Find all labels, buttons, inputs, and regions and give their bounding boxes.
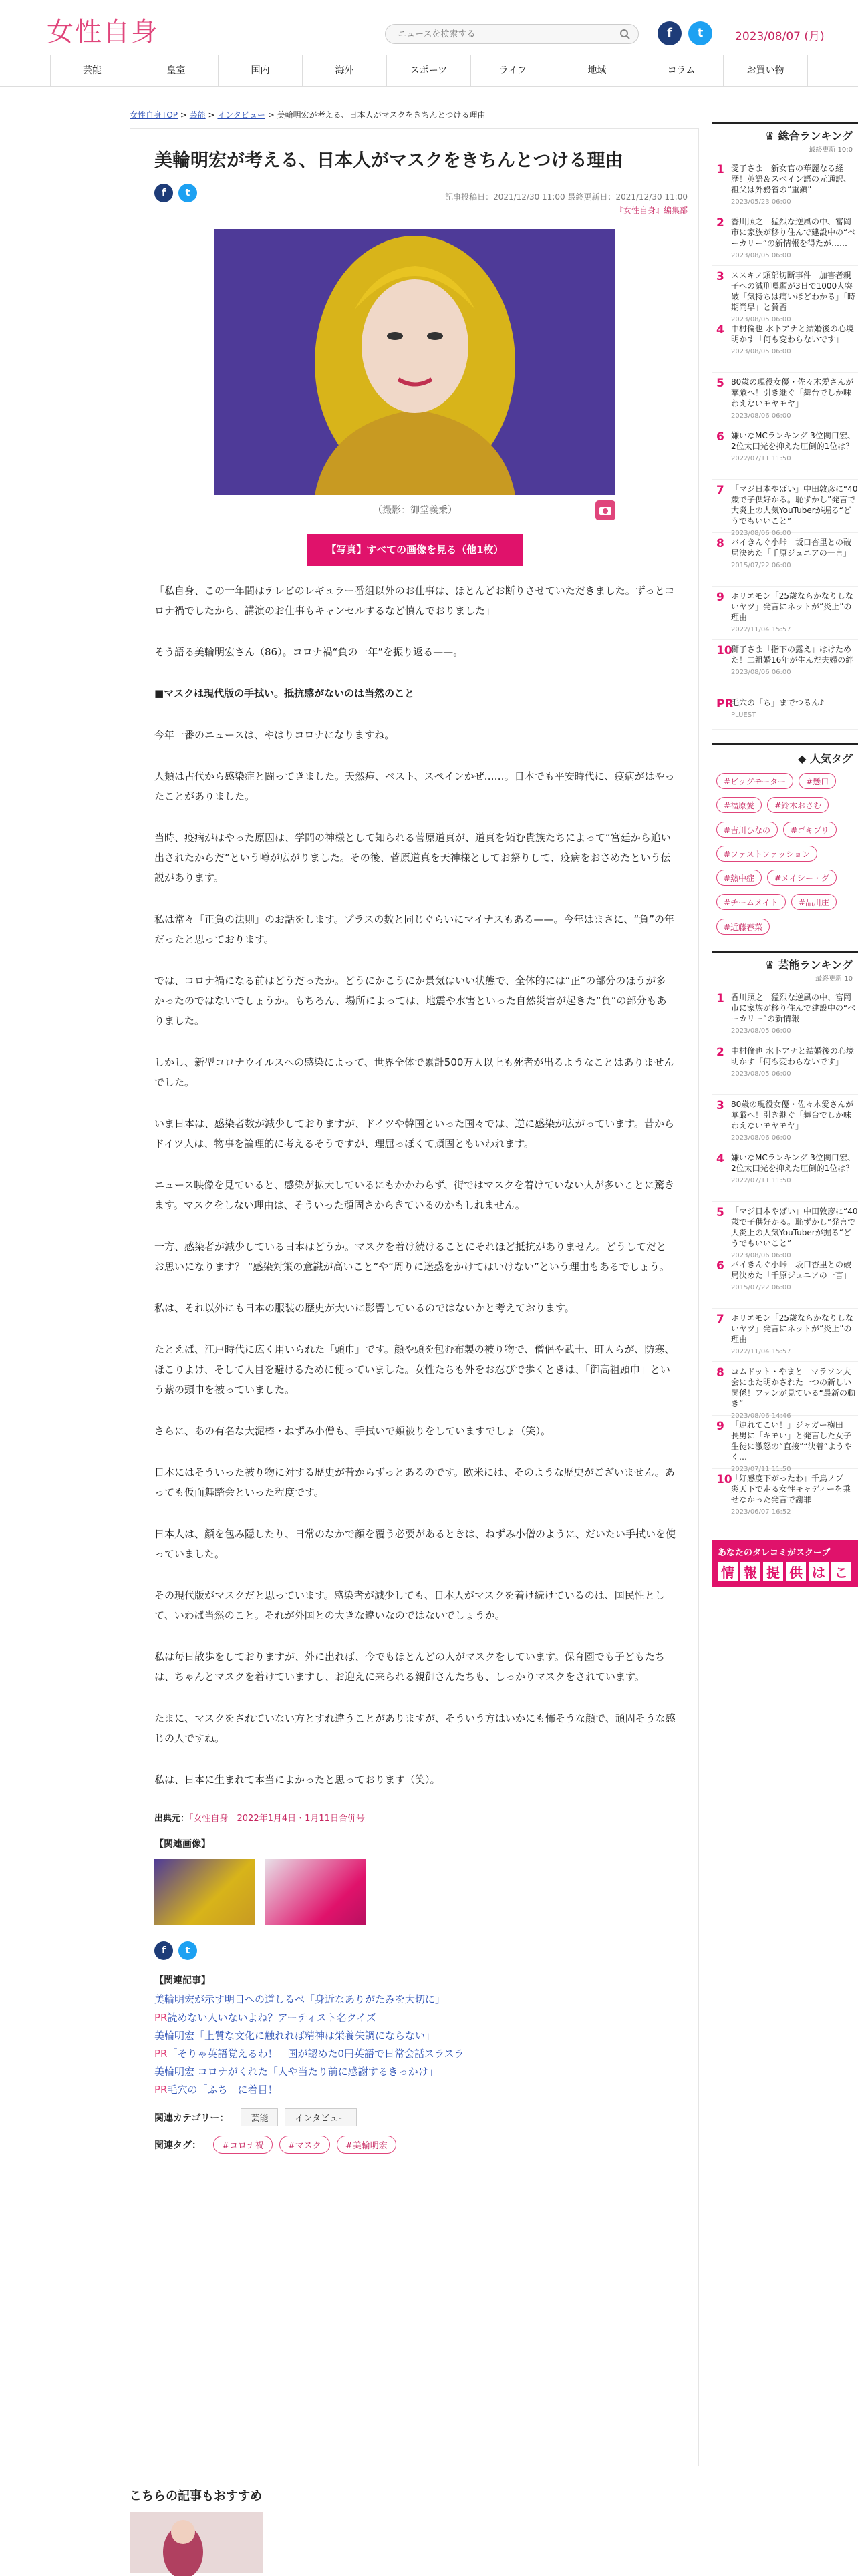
twitter-share-icon[interactable]: t [178,1941,197,1960]
ranking-item-date: 2022/07/11 11:50 [731,455,791,462]
section-heading: ■マスクは現代版の手拭い。抵抗感がないのは当然のこと [154,687,415,699]
related-categories [154,2108,676,2126]
related-article-text: 読めない人いないよね？アーティスト名クイズ [167,2011,376,2024]
ranking-item-title: バイきんぐ小峠 坂口杏里との破局決めた「千原ジュニアの一言」 [731,1260,852,1280]
related-article-link[interactable] [154,2045,676,2063]
related-article-link[interactable] [154,2009,676,2027]
paragraph: そう語る美輪明宏さん（86）。コロナ禍“負の一年”を振り返る——。 [154,646,464,658]
article-main [130,128,699,2466]
geinou-ranking [712,951,858,1522]
overall-ranking [712,122,858,730]
nav-item[interactable]: ライフ [471,55,555,86]
ranking-item-title: 「マジ日本やばい」中田敦彦に“40歳で子供好かる。恥ずかし”発言で大炎上の人気YouTuberが掘る“どうでもいいこと” [731,1206,858,1248]
ranking-item-title: コムドット・やまと マラソン大会にまた明かされた一つの新しい関係！ファンが見ている“最新の動き” [731,1367,855,1408]
ranking-item-date: 2022/11/04 15:57 [731,1348,791,1355]
site-logo[interactable]: 女性自身 [47,17,159,47]
tag-chip[interactable]: #美輪明宏 [337,2136,396,2154]
paragraph: 私は、それ以外にも日本の服装の歴史が大いに影響しているのではないかと考えております。 [154,1302,575,1314]
ranking-number: 1 [716,163,724,176]
ranking-item[interactable] [712,212,858,266]
related-article-link[interactable] [154,2081,676,2099]
portrait-image [214,229,615,495]
paragraph: 日本人は、顔を包み隠したり、日常のなかで顔を覆う必要があるときは、ねずみ小僧のように、だいたい手拭いを使っていました。 [154,1528,676,1560]
ranking-item[interactable] [712,426,858,480]
search-box [385,24,639,44]
ranking-number: 3 [716,270,724,283]
ranking-number: 3 [716,1099,724,1112]
popular-tag[interactable]: #福原愛 [716,797,762,813]
ranking-title [712,957,858,973]
tag-label: 関連タグ： [154,2140,201,2151]
ranking-item-date: 2015/07/22 06:00 [731,1284,791,1291]
paragraph: 今年一番のニュースは、やはりコロナになりますね。 [154,729,395,741]
related-images-heading: 【関連画像】 [154,1839,210,1850]
ranking-item[interactable] [712,1416,858,1473]
ranking-item[interactable] [712,533,858,587]
popular-tag[interactable]: #近藤春菜 [716,919,770,935]
ranking-updated: 最終更新 10:0 [809,146,853,154]
ranking-item[interactable] [712,1095,858,1148]
ranking-item-date: 2022/07/11 11:50 [731,1177,791,1184]
breadcrumb-sep: > [178,110,190,120]
twitter-share-icon[interactable]: t [178,184,197,202]
ranking-item-title: 毛穴の「ち」までつるん♪ [731,698,825,707]
paragraph: 人類は古代から感染症と闘ってきました。天然痘、ペスト、スペインかぜ……。日本でも平安時代に、疫病がはやったことがありました。 [154,770,675,802]
ranking-item-date: PLUEST [731,711,756,719]
facebook-share-icon[interactable]: f [154,184,173,202]
paragraph: 日本にはそういった被り物に対する歴史が昔からずっとあるのです。欧米には、そのような歴史がございません。あっても仮面舞踏会といった程度です。 [154,1466,675,1498]
ranking-number: 9 [716,1420,724,1433]
view-all-photos-button[interactable]: 【写真】すべての画像を見る（他1枚） [307,534,523,566]
paragraph: たとえば、江戸時代に広く用いられた「頭巾」です。顔や頭を包む布製の被り物で、僧侶や武士、町人らが、防寒、ほこりよけ、そして人目を避けるために使っていました。女性たちも外をお忍びで歩くときは、「御高祖頭巾」という紫の頭巾を被っていました。 [154,1343,675,1396]
breadcrumb-cat[interactable]: インタビュー [217,110,265,120]
ranking-item-date: 2022/11/04 15:57 [731,626,791,633]
ranking-item-date: 2023/05/23 06:00 [731,198,791,206]
paragraph: 私は毎日散歩をしておりますが、外に出れば、今でもほとんどの人がマスクをしています。保育園でも子どもたちは、ちゃんとマスクを着けていますし、お迎えに来られる親御さんたちも、しっかりマスクをされています。 [154,1651,665,1683]
nav-item[interactable]: 海外 [303,55,387,86]
breadcrumb-top[interactable]: 女性自身TOP [130,110,178,120]
related-article-text: 美輪明宏「上質な文化に触れれば精神は栄養失調にならない」 [154,2030,436,2042]
ranking-item[interactable] [712,587,858,640]
related-article-text: 美輪明宏 コロナがくれた「人や当たり前に感謝するきっかけ」 [154,2066,438,2078]
ranking-item[interactable] [712,373,858,426]
banner-char: は [809,1562,829,1581]
article-title: 美輪明宏が考える、日本人がマスクをきちんとつける理由 [154,150,623,171]
popular-tag[interactable]: #鈴木おさむ [767,797,829,813]
sidebar [712,122,858,1587]
paragraph: たまに、マスクをされていない方とすれ違うことがありますが、そういう方はいかにも怖そうな顔で、頑固そうな感じの人ですね。 [154,1712,676,1744]
ranking-number: 1 [716,992,724,1005]
recommend-heading: こちらの記事もおすすめ [130,2489,263,2503]
source-link[interactable]: 「女性自身」2022年1月4日・1月11日合併号 [189,1814,365,1824]
ranking-item-date: 2023/07/11 11:50 [731,1466,791,1473]
article-body [154,581,676,2154]
tip-banner[interactable] [712,1540,858,1587]
ranking-item-date: 2023/08/05 06:00 [731,348,791,355]
related-images [154,1859,676,1925]
search-input[interactable] [386,25,606,43]
twitter-icon[interactable]: t [688,21,712,45]
popular-tag[interactable]: #メイシー・グ [767,870,837,886]
breadcrumb [130,109,485,120]
pr-label: PR [716,697,734,711]
nav-item[interactable]: スポーツ [387,55,471,86]
ranking-item-date: 2023/06/07 16:52 [731,1508,791,1516]
ranking-item-title: 80歳の現役女優・佐々木愛さんが華厳へ！引き継ぐ「舞台でしか味わえないモヤモヤ」 [731,1100,854,1130]
ranking-number: 9 [716,591,724,604]
ranking-item-title: 愛子さま 新女官の華麗なる経歴！英語＆スペイン語の元通訳、祖父は外務省の“重鎮” [731,164,852,194]
ranking-item[interactable] [712,988,858,1041]
ranking-item[interactable] [712,319,858,373]
ranking-item-date: 2023/08/06 14:46 [731,1412,791,1420]
ranking-number: 2 [716,216,724,230]
ranking-number: 6 [716,1259,724,1273]
ranking-item-title: 「マジ日本やばい」中田敦彦に“40歳で子供好かる。恥ずかし”発言で大炎上の人気YouTuberが掘る“どうでもいいこと” [731,484,858,526]
ranking-number: 8 [716,537,724,550]
popular-tag[interactable]: #ゴキブリ [783,822,837,838]
ranking-number: 10 [716,1473,732,1486]
facebook-icon[interactable]: f [658,21,682,45]
pr-label: PR [154,2011,168,2024]
paragraph: 私は常々「正負の法則」のお話をします。プラスの数と同じぐらいにマイナスもある——。今年はまさに、“負”の年だったと思っております。 [154,913,674,945]
paragraph: 当時、疫病がはやった原因は、学問の神様として知られる菅原道真が、道真を妬む貴族たちによって“宮廷から追い出されたからだ”という噂が広がりました。その後、菅原道真を天神様としてお祭りして、疫病をおさめたという伝説があります。 [154,832,671,884]
paragraph: その現代版がマスクだと思っています。感染者が減少しても、日本人がマスクを着け続けているのは、国民性として、いわば当然のこと。それが外国との大きな違いなのではないでしょうか。 [154,1589,665,1621]
popular-tag[interactable]: #ファストファッション [716,846,817,862]
ranking-list [712,159,858,693]
tag-icon: ◆ [798,752,810,765]
paragraph: さらに、あの有名な大泥棒・ねずみ小僧も、手拭いで頬被りをしていますでしょ（笑）。 [154,1425,551,1437]
recommend-thumbnail[interactable] [130,2512,263,2573]
tag-chip[interactable]: #コロナ禍 [213,2136,273,2154]
related-article-text: 美輪明宏が示す明日への道しるべ「身近なありがたみを大切に」 [154,1993,446,2005]
ranking-item-title: ホリエモン「25歳ならかなりしないヤツ」発言にネットが“炎上”の理由 [731,591,854,622]
popular-tag[interactable]: #吉川ひなの [716,822,778,838]
source-line [154,1811,676,1824]
related-article-text: 毛穴の「ふち」に着目！ [167,2084,278,2096]
ranking-item-date: 2023/08/05 06:00 [731,252,791,259]
banner-title: あなたのタレコミがスクープ [718,1548,831,1558]
ranking-item-title: ススキノ頭部切断事件 加害者親子への減刑嘆願が3日で1000人突破「気持ちは痛いほどわかる」「時期尚早」と賛否 [731,271,856,312]
ranking-item[interactable] [712,1362,858,1420]
ranking-item-date: 2015/07/22 06:00 [731,562,791,569]
breadcrumb-current: 美輪明宏が考える、日本人がマスクをきちんとつける理由 [277,110,486,120]
category-chip[interactable]: 芸能 [241,2108,278,2126]
main-photo[interactable] [214,229,615,495]
ranking-item[interactable] [712,1255,858,1309]
ranking-item[interactable] [712,1202,858,1259]
ranking-item-title: 嫌いなMCランキング 3位関口宏、2位太田光を抑えた圧倒的1位は？ [731,431,855,451]
banner-char: 情 [718,1562,738,1581]
ranking-number: 7 [716,1313,724,1326]
paragraph: いま日本は、感染者数が減少しておりますが、ドイツや韓国といった国々では、逆に感染が広がっています。昔からドイツ人は、物事を論理的に考えるそうですが、理屈っぽくて頑固ともいわれます。 [154,1118,675,1150]
photo-caption: （撮影：御堂義乗） [373,505,457,516]
facebook-share-icon[interactable]: f [154,1941,173,1960]
ranking-item-date: 2023/08/05 06:00 [731,1070,791,1078]
ranking-item[interactable] [712,640,858,693]
breadcrumb-cat[interactable]: 芸能 [189,110,206,120]
related-article-link[interactable] [154,2027,676,2045]
breadcrumb-sep: > [265,110,277,120]
popular-tag[interactable]: #懸口 [799,773,836,789]
ranking-number: 8 [716,1366,724,1380]
popular-tag[interactable]: #ビッグモーター [716,773,793,789]
banner-char: 提 [763,1562,783,1581]
ranking-item[interactable] [712,266,858,323]
ranking-item-date: 2023/08/06 06:00 [731,530,791,537]
current-date: 2023/08/07 (月) [735,30,825,43]
related-image-2[interactable] [265,1859,366,1925]
tag-chip[interactable]: #マスク [279,2136,330,2154]
ranking-item-title: ホリエモン「25歳ならかなりしないヤツ」発言にネットが“炎上”の理由 [731,1313,854,1344]
nav-item[interactable]: 地域 [555,55,639,86]
ranking-item-title: 香川照之 猛烈な逆風の中、富岡市に家族が移り住んで建設中の“ベーカリー”の新情報 [731,993,856,1023]
ranking-title [712,128,858,144]
paragraph: では、コロナ禍になる前はどうだったか。どうにかこうにか景気はいい状態で、全体的には“正”の部分のほうが多かったのではないでしょうか。もちろん、場所によっては、地震や水害といった自然災害が起きた“負”の部分もありました。 [154,975,667,1027]
ranking-item-title: 中村倫也 水卜アナと結婚後の心境明かす「何も変わらないです」 [731,1046,854,1066]
ranking-pr-item[interactable] [712,693,858,730]
site-header [0,0,858,55]
ranking-item-title: 香川照之 猛烈な逆風の中、富岡市に家族が移り住んで建設中の“ベーカリー”の新情報を得たが…… [731,217,856,248]
paragraph: 一方、感染者が減少している日本はどうか。マスクを着け続けることにそれほど抵抗がありません。どうしてだとお思いになります？ “感染対策の意識が高いこと”や“周りに迷惑をかけてはいけない”という理由もあるでしょう。 [154,1241,670,1273]
ranking-number: 2 [716,1045,724,1059]
ranking-title-text: 総合ランキング [778,130,853,142]
post-date: 記事投稿日：2021/12/30 11:00 最終更新日：2021/12/30 11:00 [445,192,688,202]
ranking-item-title: 中村倫也 水卜アナと結婚後の心境明かす「何も変わらないです」 [731,324,854,344]
global-nav [0,55,858,87]
ranking-number: 5 [716,1206,724,1219]
nav-item[interactable]: コラム [639,55,724,86]
related-articles-heading: 【関連記事】 [154,1975,210,1986]
banner-char: こ [831,1562,851,1581]
banner-chars [718,1562,853,1581]
ranking-item[interactable] [712,1041,858,1095]
ranking-updated: 最終更新 10 [815,975,853,983]
ranking-item-title: 獅子さま「指下の露え」はけためた！二組婚16年が生んだ夫婦の絆 [731,645,854,665]
paragraph: しかし、新型コロナウイルスへの感染によって、世界全体で累計500万人以上も死者が出るようなことはありませんでした。 [154,1056,674,1088]
category-chip[interactable]: インタビュー [285,2108,356,2126]
pr-label: PR [154,2084,168,2096]
ranking-item-date: 2023/08/06 06:00 [731,412,791,420]
ranking-item-date: 2023/08/05 06:00 [731,1027,791,1035]
related-tags [154,2136,676,2154]
ranking-number: 6 [716,430,724,444]
popular-tag[interactable]: #品川庄 [791,894,837,910]
related-article-link[interactable] [154,2063,676,2081]
ranking-item-title: 80歳の現役女優・佐々木愛さんが華厳へ！引き継ぐ「舞台でしか味わえないモヤモヤ」 [731,377,854,408]
tags-title-text: 人気タグ [809,752,853,765]
paragraph: 私は、日本に生まれて本当によかったと思っております（笑）。 [154,1774,440,1786]
nav-item[interactable]: 皇室 [134,55,219,86]
related-articles [154,1991,676,2099]
tag-list [712,773,858,937]
search-icon[interactable] [619,29,630,39]
ranking-item[interactable] [712,1469,858,1522]
popular-tags [712,743,858,937]
ranking-item-title: 「連れてこい！」ジャガー横田 長男に「キモい」と発言した女子生徒に激怒の“直接”“決着”ようやく… [731,1420,852,1462]
camera-icon[interactable] [595,500,615,520]
ranking-item-date: 2023/08/06 06:00 [731,669,791,676]
pr-label: PR [154,2048,168,2060]
related-article-text: 「そりゃ英語覚えるわ！」国が認めた0円英語で日常会話スラスラ [167,2048,464,2060]
ranking-title-text: 芸能ランキング [778,959,853,971]
breadcrumb-sep: > [205,110,218,120]
category-label: 関連カテゴリー： [154,2112,229,2124]
editor-name[interactable]: 『女性自身』編集部 [615,206,688,215]
article-meta [445,190,688,217]
popular-tag[interactable]: #チームメイト [716,894,786,910]
ranking-item-title: 嫌いなMCランキング 3位関口宏、2位太田光を抑えた圧倒的1位は？ [731,1153,855,1173]
paragraph: 「私自身、この一年間はテレビのレギュラー番組以外のお仕事は、ほとんどお断りさせていただきました。ずっとコロナ禍でしたから、講演のお仕事もキャンセルするなど慎んでおりました」 [154,585,675,617]
tags-title [712,750,858,766]
crown-icon: ♛ [764,959,778,971]
nav-item[interactable]: 芸能 [50,55,134,86]
ranking-item[interactable] [712,1309,858,1362]
ranking-number: 10 [716,644,732,657]
ranking-number: 7 [716,484,724,497]
ranking-number: 5 [716,377,724,390]
share-buttons-bottom [154,1941,676,1960]
nav-item[interactable]: お買い物 [724,55,808,86]
ranking-item[interactable] [712,1148,858,1202]
paragraph: ニュース映像を見ていると、感染が拡大しているにもかかわらず、街ではマスクを着けていない人が多いことに驚きます。マスクをしない理由は、そういった頑固さからきているのかもしれません。 [154,1179,675,1211]
ranking-item-date: 2023/08/06 06:00 [731,1252,791,1259]
crown-icon: ♛ [764,130,778,142]
ranking-number: 4 [716,323,724,337]
ranking-item[interactable] [712,480,858,537]
nav-item[interactable]: 国内 [219,55,303,86]
popular-tag[interactable]: #熱中症 [716,870,762,886]
ranking-item-title: 「好感度下がったわ」千鳥ノブ 炎天下で走る女性キャディーを乗せなかった発言で謝罪 [731,1474,852,1504]
ranking-item-title: バイきんぐ小峠 坂口杏里との破局決めた「千原ジュニアの一言」 [731,538,852,558]
ranking-item-date: 2023/08/05 06:00 [731,316,791,323]
source-label: 出典元： [154,1814,190,1824]
banner-char: 報 [740,1562,760,1581]
ranking-item-date: 2023/08/06 06:00 [731,1134,791,1142]
banner-char: 供 [786,1562,806,1581]
related-article-link[interactable] [154,1991,676,2009]
ranking-number: 4 [716,1152,724,1166]
related-image-1[interactable] [154,1859,255,1925]
ranking-list [712,988,858,1522]
ranking-item[interactable] [712,159,858,212]
